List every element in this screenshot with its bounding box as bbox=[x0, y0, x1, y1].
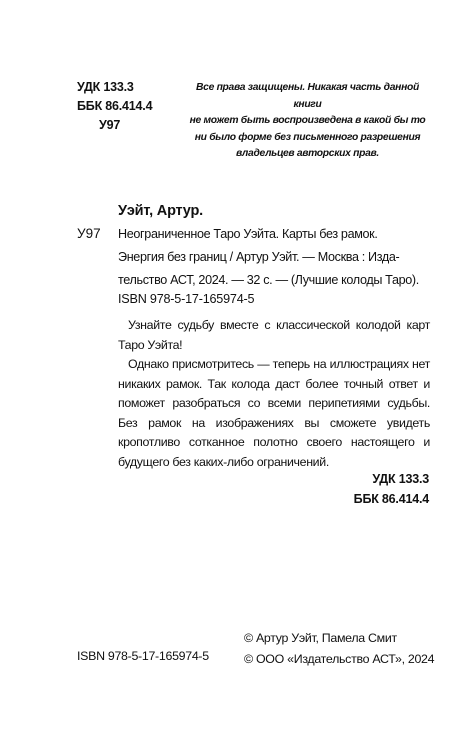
copyright-block bbox=[244, 628, 434, 670]
catalog-author: Уэйт, Артур. bbox=[118, 203, 203, 219]
header-udk: УДК 133.3 bbox=[77, 80, 134, 94]
header-cutter: У97 bbox=[99, 118, 121, 132]
catalog-description-line: тельство АСТ, 2024. — 32 с. — (Лучшие колоды Таро). bbox=[118, 273, 419, 287]
copyright-line: © Артур Уэйт, Памела Смит bbox=[244, 631, 397, 645]
rights-notice-line: владельцев авторских прав. bbox=[236, 148, 379, 159]
rights-notice-line: Все права защищены. Никакая часть данной книги bbox=[196, 82, 419, 110]
copyright-line: © ООО «Издательство АСТ», 2024 bbox=[244, 652, 435, 666]
catalog-cutter: У97 bbox=[77, 226, 101, 241]
rights-notice-line: не может быть воспроизведена в какой бы то bbox=[189, 115, 426, 126]
rights-notice bbox=[185, 80, 430, 163]
annotation bbox=[118, 316, 430, 472]
footer-isbn: ISBN 978-5-17-165974-5 bbox=[77, 649, 209, 663]
header-bbk: ББК 86.414.4 bbox=[77, 99, 153, 113]
annotation-paragraph-2: Однако присмотритесь — теперь на иллюстрациях нет никаких рамок. Так колода даст более точный ответ и поможет разобраться со всеми перипетиями судьбы. Без рамок на изображениях вы сможете увидеть кропотливо сотканное полотно своего настоящего и будущего без каких-либо ограничений. bbox=[118, 357, 430, 469]
classification-bbk: ББК 86.414.4 bbox=[353, 492, 429, 506]
annotation-paragraph-1: Узнайте судьбу вместе с классической колодой карт Таро Уэйта! bbox=[118, 318, 430, 352]
header-classification bbox=[77, 78, 152, 135]
classification-udk: УДК 133.3 bbox=[372, 472, 429, 486]
classification-codes bbox=[354, 469, 429, 509]
catalog-isbn: ISBN 978-5-17-165974-5 bbox=[118, 292, 255, 306]
catalog-description-line: Неограниченное Таро Уэйта. Карты без рамок. bbox=[118, 227, 378, 241]
catalog-description-line: Энергия без границ / Артур Уэйт. — Москва : Изда- bbox=[118, 250, 400, 264]
catalog-description bbox=[118, 223, 430, 292]
rights-notice-line: ни было форме без письменного разрешения bbox=[194, 131, 421, 143]
